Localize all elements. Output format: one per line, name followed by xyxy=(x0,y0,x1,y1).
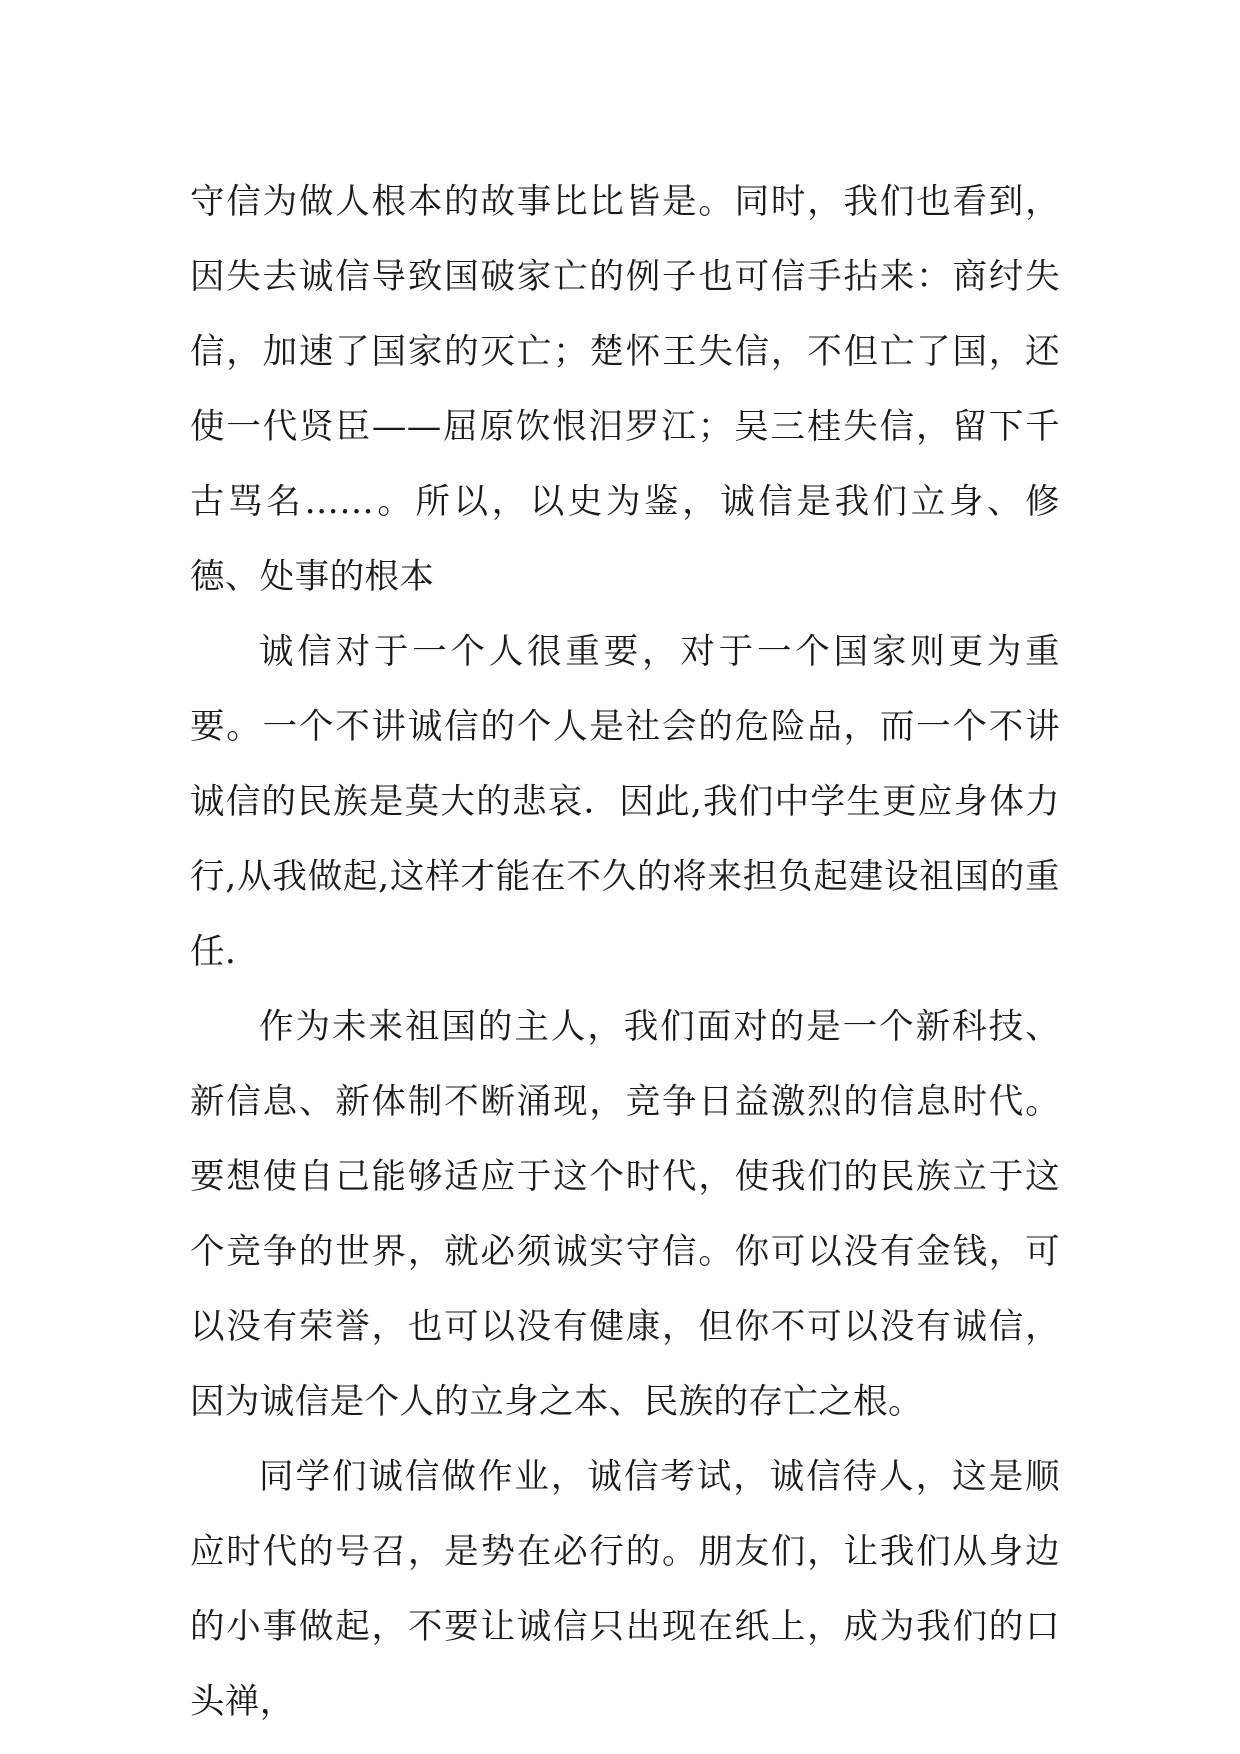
paragraph-3: 作为未来祖国的主人，我们面对的是一个新科技、新信息、新体制不断涌现，竞争日益激烈的信息时代。要想使自己能够适应于这个时代，使我们的民族立于这个竞争的世界，就必须诚实守信。你可以没有金钱，可以没有荣誉，也可以没有健康，但你不可以没有诚信，因为诚信是个人的立身之本、民族的存亡之根。 xyxy=(190,1007,1060,1422)
paragraph-4: 同学们诚信做作业，诚信考试，诚信待人，这是顺应时代的号召，是势在必行的。朋友们，让我们从身边的小事做起，不要让诚信只出现在纸上，成为我们的口头禅， xyxy=(190,1457,1060,1722)
paragraph-2: 诚信对于一个人很重要，对于一个国家则更为重要。一个不讲诚信的个人是社会的危险品，而一个不讲诚信的民族是莫大的悲哀．因此,我们中学生更应身体力行,从我做起,这样才能在不久的将来担负起建设祖国的重任. xyxy=(190,632,1060,972)
paragraph-1: 守信为做人根本的故事比比皆是。同时，我们也看到，因失去诚信导致国破家亡的例子也可信手拈来：商纣失信，加速了国家的灭亡；楚怀王失信，不但亡了国，还使一代贤臣——屈原饮恨汨罗江；吴三桂失信，留下千古骂名……。所以，以史为鉴，诚信是我们立身、修德、处事的根本 xyxy=(190,182,1060,597)
document-body xyxy=(190,165,1060,1740)
